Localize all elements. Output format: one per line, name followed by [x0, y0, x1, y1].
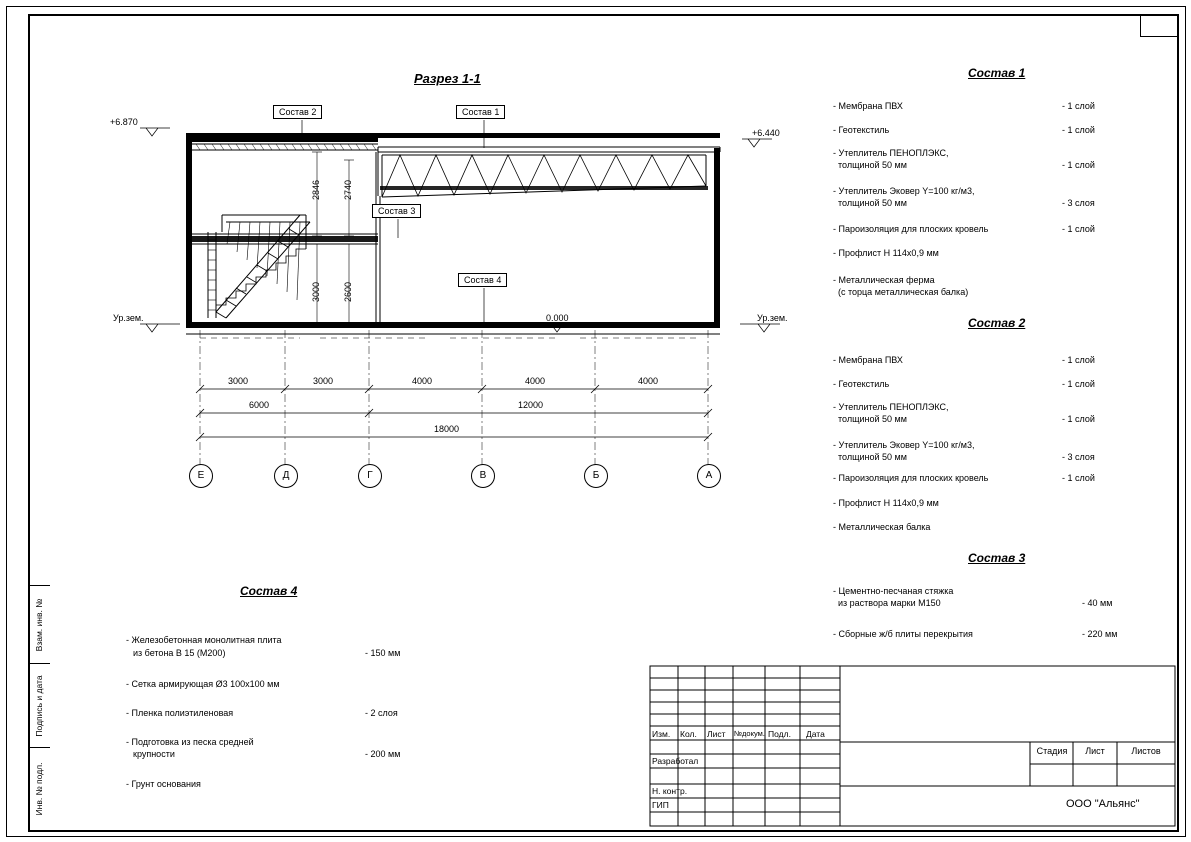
dim-total: 18000: [434, 424, 460, 434]
comp2-row-2: - Утеплитель ПЕНОПЛЭКС,: [833, 402, 949, 412]
comp4-val-0: - 150 мм: [365, 648, 401, 658]
vdim-3000: 3000: [311, 281, 321, 302]
axis-bubble-v: В: [471, 464, 495, 488]
comp1-row-6: - Металлическая ферма: [833, 275, 935, 285]
comp1-title: Состав 1: [968, 66, 1026, 80]
comp2-val-0: - 1 слой: [1062, 355, 1095, 365]
comp3-row-0b: из раствора марки М150: [838, 598, 941, 608]
comp4-row-0b: из бетона В 15 (М200): [133, 648, 226, 658]
comp4-val-2: - 2 слоя: [365, 708, 398, 718]
tb-header-ndokum: №докум.: [734, 729, 765, 738]
comp4-row-2: - Пленка полиэтиленовая: [126, 708, 234, 718]
comp1-val-3: - 3 слоя: [1062, 198, 1095, 208]
comp3-val-1: - 220 мм: [1082, 629, 1118, 639]
dim-chain2-1: 12000: [518, 400, 544, 410]
vdim-2600: 2600: [343, 281, 353, 302]
tb-company: ООО "Альянс": [1066, 798, 1140, 810]
dim-chain1-4: 4000: [638, 376, 659, 386]
comp2-val-2: - 1 слой: [1062, 414, 1095, 424]
dim-chain2-0: 6000: [249, 400, 270, 410]
comp1-row-6b: (с торца металлическая балка): [838, 287, 969, 297]
comp1-row-1: - Геотекстиль: [833, 125, 890, 135]
comp4-row-3b: крупности: [133, 749, 175, 759]
callout-sostav-2: Состав 2: [273, 105, 322, 119]
callout-sostav-3: Состав 3: [372, 204, 421, 218]
comp1-row-3: - Утеплитель Эковер Y=100 кг/м3,: [833, 186, 975, 196]
axis-bubble-g: Г: [358, 464, 382, 488]
comp2-row-3b: толщиной 50 мм: [838, 452, 907, 462]
comp3-title: Состав 3: [968, 551, 1026, 565]
ground-level-left: Ур.зем.: [113, 313, 144, 323]
comp2-row-4: - Пароизоляция для плоских кровель: [833, 473, 989, 483]
dim-chain1-1: 3000: [313, 376, 334, 386]
tb-header-data: Дата: [806, 729, 825, 739]
tb-header-list: Лист: [707, 729, 726, 739]
comp2-val-1: - 1 слой: [1062, 379, 1095, 389]
axis-bubble-b: Б: [584, 464, 608, 488]
comp2-row-2b: толщиной 50 мм: [838, 414, 907, 424]
comp1-row-0: - Мембрана ПВХ: [833, 101, 903, 111]
comp3-val-0: - 40 мм: [1082, 598, 1113, 608]
callout-sostav-1: Состав 1: [456, 105, 505, 119]
tb-role-nkontr: Н. контр.: [652, 786, 688, 796]
comp2-val-4: - 1 слой: [1062, 473, 1095, 483]
comp4-val-3: - 200 мм: [365, 749, 401, 759]
comp1-row-5: - Профлист Н 114х0,9 мм: [833, 248, 939, 258]
ground-level-right: Ур.зем.: [757, 313, 788, 323]
comp3-row-0: - Цементно-песчаная стяжка: [833, 586, 954, 596]
comp1-row-2b: толщиной 50 мм: [838, 160, 907, 170]
tb-role-gip: ГИП: [652, 800, 669, 810]
dim-chain1-0: 3000: [228, 376, 249, 386]
vdim-2846: 2846: [311, 179, 321, 200]
comp4-title: Состав 4: [240, 584, 298, 598]
comp1-val-4: - 1 слой: [1062, 224, 1095, 234]
level-mark-2: 0.000: [546, 313, 569, 323]
comp4-row-4: - Грунт основания: [126, 779, 201, 789]
comp1-row-2: - Утеплитель ПЕНОПЛЭКС,: [833, 148, 949, 158]
tb-listov-label: Листов: [1131, 746, 1161, 756]
comp1-row-3b: толщиной 50 мм: [838, 198, 907, 208]
comp2-row-3: - Утеплитель Эковер Y=100 кг/м3,: [833, 440, 975, 450]
tb-list-label: Лист: [1085, 746, 1105, 756]
comp2-row-6: - Металлическая балка: [833, 522, 931, 532]
tb-role-razrabotal: Разработал: [652, 756, 699, 766]
level-mark-0: +6.870: [110, 117, 138, 127]
comp3-row-1: - Сборные ж/б плиты перекрытия: [833, 629, 973, 639]
comp1-val-0: - 1 слой: [1062, 101, 1095, 111]
section-title: Разрез 1-1: [414, 71, 481, 86]
dim-chain1-2: 4000: [412, 376, 433, 386]
comp1-row-4: - Пароизоляция для плоских кровель: [833, 224, 989, 234]
tb-header-podl: Подл.: [768, 729, 791, 739]
left-stamp-label-1: Подпись и дата: [34, 674, 44, 737]
axis-bubble-a: А: [697, 464, 721, 488]
left-stamp-label-0: Взам. инв. №: [34, 598, 44, 651]
tb-stage-label: Стадия: [1036, 746, 1068, 756]
dim-chain1-3: 4000: [525, 376, 546, 386]
comp4-row-1: - Сетка армирующая Ø3 100х100 мм: [126, 679, 280, 689]
axis-bubble-d: Д: [274, 464, 298, 488]
comp1-val-2: - 1 слой: [1062, 160, 1095, 170]
left-stamp-label-2: Инв. № подл.: [34, 762, 44, 815]
callout-sostav-4: Состав 4: [458, 273, 507, 287]
comp2-val-3: - 3 слоя: [1062, 452, 1095, 462]
comp4-row-0: - Железобетонная монолитная плита: [126, 635, 282, 645]
comp1-val-1: - 1 слой: [1062, 125, 1095, 135]
tb-header-izm: Изм.: [652, 729, 671, 739]
comp2-title: Состав 2: [968, 316, 1026, 330]
axis-bubble-e: Е: [189, 464, 213, 488]
comp2-row-0: - Мембрана ПВХ: [833, 355, 903, 365]
level-mark-1: +6.440: [752, 128, 780, 138]
comp2-row-5: - Профлист Н 114х0,9 мм: [833, 498, 939, 508]
comp2-row-1: - Геотекстиль: [833, 379, 890, 389]
comp4-row-3: - Подготовка из песка средней: [126, 737, 254, 747]
vdim-2740: 2740: [343, 179, 353, 200]
tb-header-kol: Кол.: [680, 729, 697, 739]
